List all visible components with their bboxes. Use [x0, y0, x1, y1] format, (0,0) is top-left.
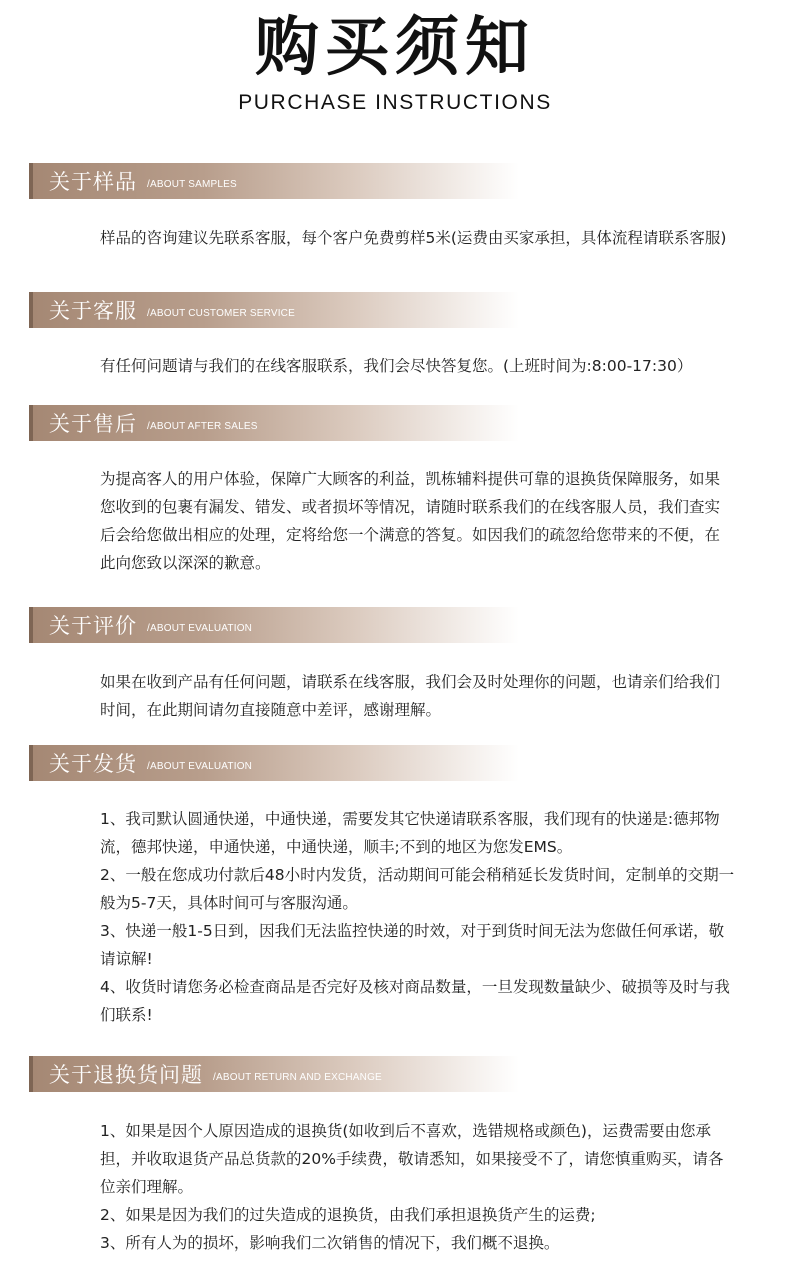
page-header — [0, 10, 790, 117]
section-paragraph: 1、如果是因个人原因造成的退换货(如收到后不喜欢，选错规格或颜色)，运费需要由您承担，并收取退货产品总货款的20%手续费，敬请悉知，如果接受不了，请您慎重购买，请各位亲们理解。 — [100, 1122, 724, 1196]
section-subtitle: /ABOUT SAMPLES — [147, 178, 237, 190]
section-title: 关于售后 — [49, 412, 137, 436]
section-header-customer-service — [29, 292, 519, 328]
section-paragraph: 4、收货时请您务必检查商品是否完好及核对商品数量，一旦发现数量缺少、破损等及时与我们联系! — [100, 978, 730, 1024]
section-subtitle: /ABOUT CUSTOMER SERVICE — [147, 307, 295, 319]
section-body-shipping — [100, 805, 735, 1029]
section-paragraph: 1、我司默认圆通快递，中通快递，需要发其它快递请联系客服，我们现有的快递是:德邦物流，德邦快递，申通快递，中通快递，顺丰;不到的地区为您发EMS。 — [100, 810, 720, 856]
section-subtitle: /ABOUT RETURN AND EXCHANGE — [213, 1071, 382, 1083]
section-paragraph: 为提高客人的用户体验，保障广大顾客的利益，凯栋辅料提供可靠的退换货保障服务，如果您收到的包裹有漏发、错发、或者损坏等情况，请随时联系我们的在线客服人员，我们查实后会给您做出相应的处理，定将给您一个满意的答复。如因我们的疏忽给您带来的不便，在此向您致以深深的歉意。 — [100, 470, 721, 572]
section-subtitle: /ABOUT EVALUATION — [147, 760, 253, 772]
section-subtitle: /ABOUT AFTER SALES — [147, 420, 258, 432]
section-title: 关于评价 — [49, 614, 137, 638]
section-header-after-sales — [29, 405, 519, 441]
section-paragraph: 有任何问题请与我们的在线客服联系，我们会尽快答复您。(上班时间为:8:00-17:30） — [100, 357, 693, 375]
page-subtitle: PURCHASE INSTRUCTIONS — [238, 91, 552, 114]
section-paragraph: 3、所有人为的损坏，影响我们二次销售的情况下，我们概不退换。 — [100, 1234, 560, 1252]
section-header-shipping — [29, 745, 519, 781]
page-title: 购买须知 — [255, 11, 535, 85]
section-paragraph: 样品的咨询建议先联系客服，每个客户免费剪样5米(运费由买家承担，具体流程请联系客服) — [100, 229, 727, 247]
section-body-return-exchange — [100, 1117, 735, 1257]
section-paragraph: 如果在收到产品有任何问题，请联系在线客服，我们会及时处理你的问题，也请亲们给我们时间，在此期间请勿直接随意中差评，感谢理解。 — [100, 673, 721, 719]
section-title: 关于发货 — [49, 752, 137, 776]
section-paragraph: 2、如果是因为我们的过失造成的退换货，由我们承担退换货产生的运费; — [100, 1206, 596, 1224]
section-header-evaluation — [29, 607, 519, 643]
section-body-samples — [100, 224, 735, 252]
section-title: 关于客服 — [49, 299, 137, 323]
section-paragraph: 2、一般在您成功付款后48小时内发货，活动期间可能会稍稍延长发货时间，定制单的交期一般为5-7天，具体时间可与客服沟通。 — [100, 866, 735, 912]
section-header-return-exchange — [29, 1056, 519, 1092]
section-title: 关于退换货问题 — [49, 1063, 203, 1087]
section-title: 关于样品 — [49, 170, 137, 194]
section-body-evaluation — [100, 668, 735, 724]
section-body-customer-service — [100, 352, 735, 380]
section-subtitle: /ABOUT EVALUATION — [147, 622, 253, 634]
section-body-after-sales — [100, 465, 735, 577]
section-paragraph: 3、快递一般1-5日到，因我们无法监控快递的时效，对于到货时间无法为您做任何承诺，敬请谅解! — [100, 922, 725, 968]
section-header-samples — [29, 163, 519, 199]
